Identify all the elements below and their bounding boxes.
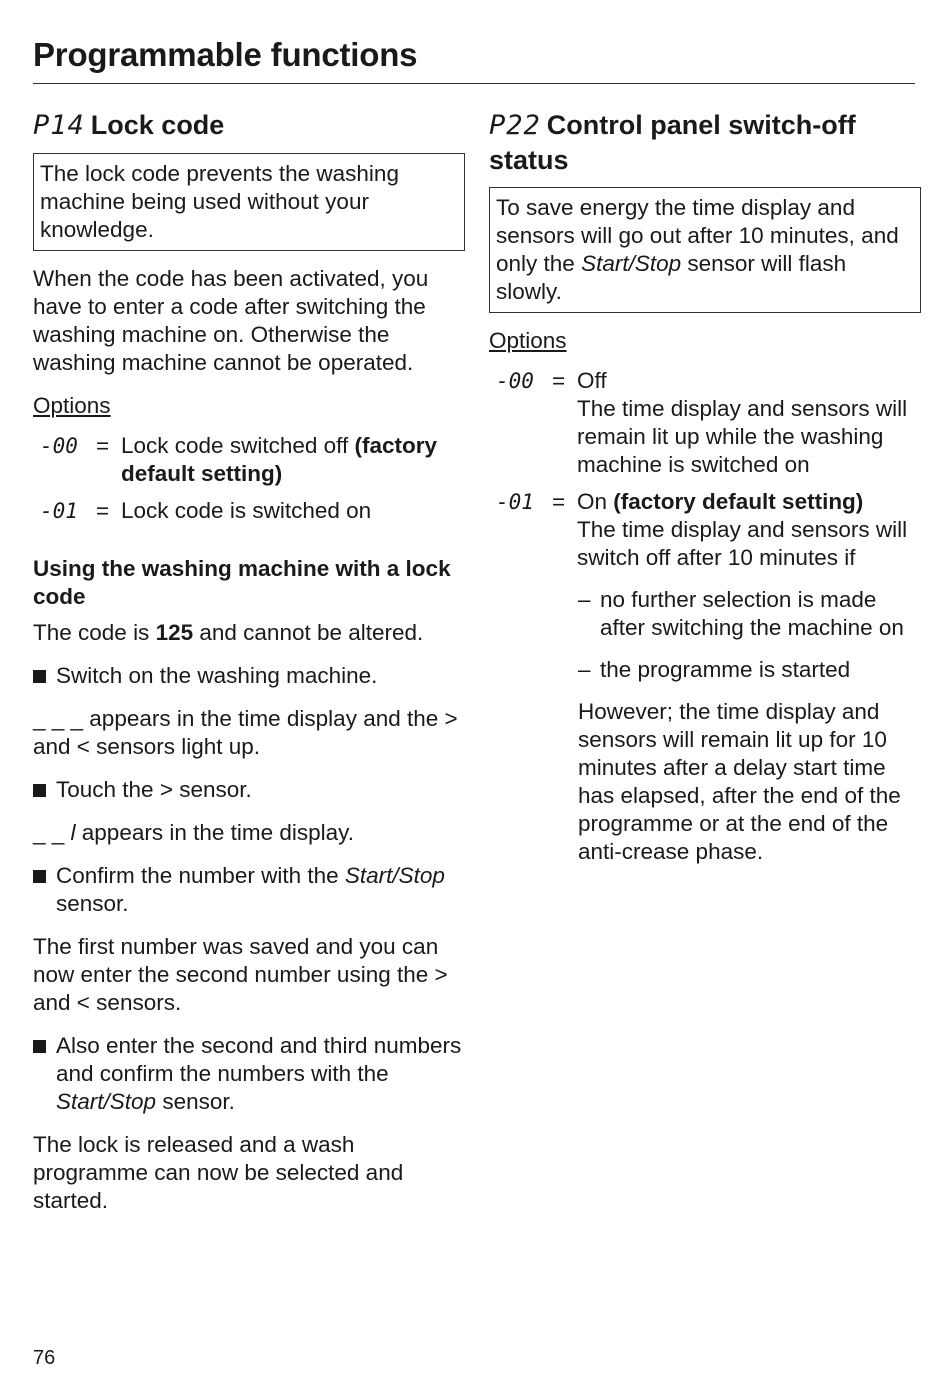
right-column bbox=[489, 108, 921, 881]
list-item-text: the programme is started bbox=[600, 657, 851, 682]
display-digit: l bbox=[70, 820, 76, 845]
option-equals: = bbox=[552, 368, 566, 393]
program-code: P22 bbox=[489, 110, 541, 141]
square-bullet-icon bbox=[33, 1040, 46, 1053]
display-text: appears in the time display. bbox=[75, 820, 355, 845]
page-number: 76 bbox=[33, 1347, 56, 1369]
step-text-part: sensor. bbox=[156, 1089, 235, 1114]
step-text: Switch on the washing machine. bbox=[56, 663, 378, 688]
page-title: Programmable functions bbox=[33, 36, 418, 73]
note-text: To save energy the time display and sensors will go out after 10 minutes, and only the bbox=[496, 195, 899, 276]
code-sentence bbox=[33, 619, 465, 647]
released-paragraph: The lock is released and a wash programme can now be selected and started. bbox=[33, 1132, 404, 1213]
option-code: -01 bbox=[40, 499, 78, 523]
option-code: -00 bbox=[40, 434, 78, 458]
note-text: sensor will flash slowly. bbox=[496, 251, 847, 304]
option-description: The time display and sensors will remain lit up while the washing machine is switched on bbox=[577, 396, 908, 477]
options-label: Options bbox=[489, 328, 567, 353]
option-code: -00 bbox=[496, 369, 534, 393]
heading-text: Lock code bbox=[90, 110, 225, 140]
step-text-part: sensor. bbox=[56, 891, 129, 916]
option-equals: = bbox=[552, 489, 566, 514]
instruction-step bbox=[33, 862, 465, 918]
options-label: Options bbox=[33, 393, 111, 418]
option-row bbox=[489, 488, 921, 572]
option-title: On bbox=[577, 489, 614, 514]
section-heading-switch-off bbox=[489, 108, 921, 177]
dash-bullet: – bbox=[578, 587, 591, 612]
step-text bbox=[56, 1032, 465, 1116]
option-title: Off bbox=[577, 368, 607, 393]
option-text bbox=[121, 432, 465, 488]
square-bullet-icon bbox=[33, 670, 46, 683]
saved-paragraph: The first number was saved and you can now enter the second number using the > and < sensors. bbox=[33, 934, 448, 1015]
lock-code-value: 125 bbox=[155, 620, 194, 645]
step-text-part: Confirm the number with the bbox=[56, 863, 345, 888]
page-header bbox=[33, 36, 915, 84]
option-equals: = bbox=[96, 433, 110, 458]
note-box bbox=[489, 187, 921, 313]
square-bullet-icon bbox=[33, 784, 46, 797]
option-text bbox=[577, 488, 921, 572]
dash-list bbox=[489, 586, 921, 866]
subheading: Using the washing machine with a lock code bbox=[33, 556, 451, 609]
code-sentence-text: and cannot be altered. bbox=[193, 620, 424, 645]
section-heading-lock-code bbox=[33, 108, 465, 143]
start-stop-sensor-name: Start/​Stop bbox=[344, 863, 445, 888]
however-paragraph: However; the time display and sensors will remain lit up for 10 minutes after a delay start time has elapsed, after the end of the programme or at the end of the anti-crease phase. bbox=[578, 699, 901, 864]
list-item-text: no further selection is made after switching the machine on bbox=[600, 587, 904, 640]
display-note: _ _ _ appears in the time display and the > and < sensors light up. bbox=[33, 706, 458, 759]
option-description: The time display and sensors will switch off after 10 minutes if bbox=[577, 517, 908, 570]
step-text: Touch the > sensor. bbox=[56, 777, 252, 802]
instruction-step bbox=[33, 776, 465, 804]
display-dashes: _ _ bbox=[33, 820, 71, 845]
start-stop-sensor-name: Start/Stop bbox=[581, 251, 682, 276]
note-box: The lock code prevents the washing machine being used without your knowledge. bbox=[33, 153, 465, 251]
instruction-step bbox=[33, 1032, 465, 1116]
start-stop-sensor-name: Start/Stop bbox=[56, 1089, 157, 1114]
display-note bbox=[33, 819, 465, 847]
option-row bbox=[33, 432, 465, 488]
code-sentence-text: The code is bbox=[33, 620, 156, 645]
option-equals: = bbox=[96, 498, 110, 523]
left-column bbox=[33, 108, 465, 1230]
heading-text: Control panel switch-off status bbox=[489, 110, 856, 175]
list-item bbox=[578, 656, 921, 684]
step-text-part: Also enter the second and third numbers and confirm the numbers with the bbox=[56, 1033, 462, 1086]
option-row bbox=[33, 497, 465, 525]
step-text bbox=[56, 862, 465, 918]
option-code: -01 bbox=[496, 490, 534, 514]
program-code: P14 bbox=[33, 110, 85, 141]
option-default-note: (factory default setting) bbox=[121, 433, 438, 486]
option-row bbox=[489, 367, 921, 479]
option-description: Lock code switched off bbox=[121, 433, 355, 458]
option-text bbox=[577, 367, 921, 479]
square-bullet-icon bbox=[33, 870, 46, 883]
intro-paragraph: When the code has been activated, you have to enter a code after switching the washing machine on. Otherwise the washing machine cannot be operated. bbox=[33, 266, 429, 375]
dash-bullet: – bbox=[578, 657, 591, 682]
list-item bbox=[578, 586, 921, 642]
option-description: Lock code is switched on bbox=[121, 498, 372, 523]
option-default-note: (factory default setting) bbox=[613, 489, 864, 514]
instruction-step bbox=[33, 662, 465, 690]
